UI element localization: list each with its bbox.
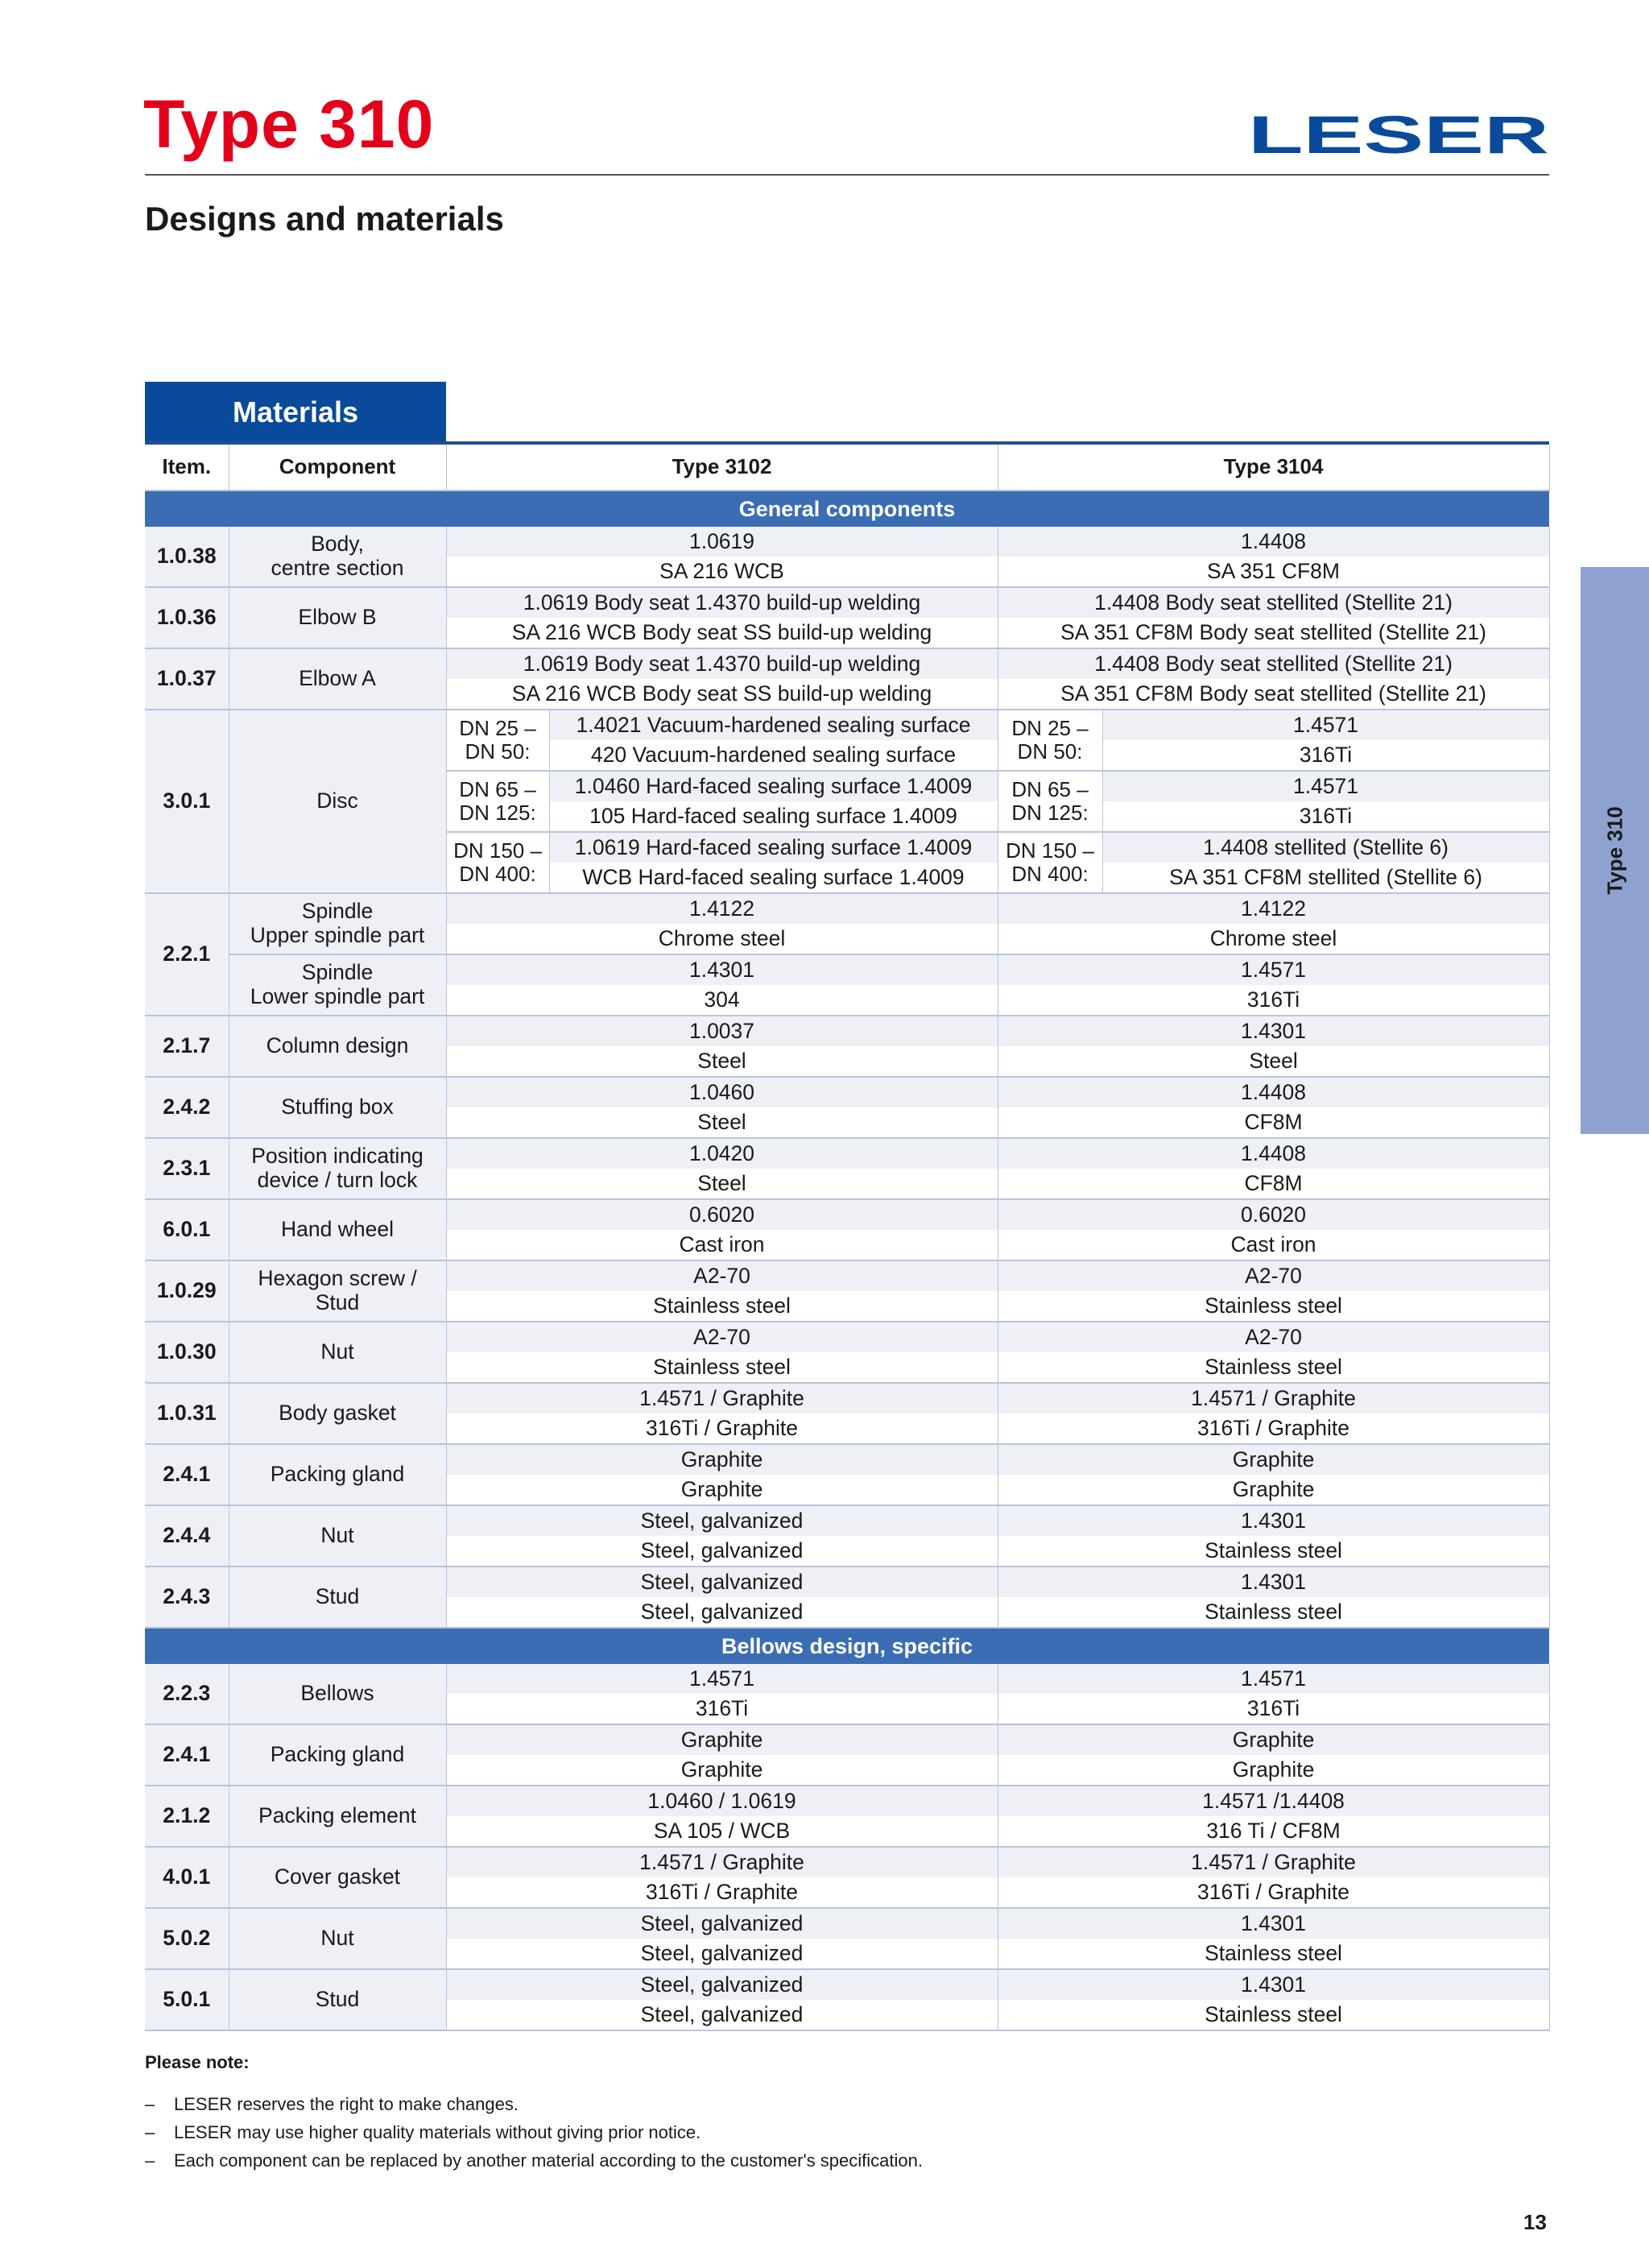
side-tab-label: Type 310 (1602, 806, 1626, 895)
type-3104-material: 1.4571 (998, 1664, 1549, 1694)
type-3104-material: 1.4408 Body seat stellited (Stellite 21) (998, 587, 1549, 618)
type-3102-material: 1.4571 / Graphite (446, 1383, 998, 1413)
column-header-type-3102: Type 3102 (446, 445, 998, 490)
type-3104-material: Graphite (998, 1444, 1549, 1475)
table-row (145, 1199, 1549, 1230)
item-number: 1.0.38 (145, 527, 229, 587)
item-number: 4.0.1 (145, 1847, 229, 1908)
component-name: Disc (229, 710, 446, 893)
type-3102-material: 420 Vacuum-hardened sealing surface (549, 740, 998, 771)
type-3104-material: 0.6020 (998, 1199, 1549, 1230)
type-3102-material: 0.6020 (446, 1199, 998, 1230)
section-bellows-label: Bellows design, specific (145, 1628, 1549, 1664)
type-3104-material: CF8M (998, 1169, 1549, 1199)
note-item: – LESER reserves the right to make changes. (145, 2094, 923, 2115)
type-3104-material: Steel (998, 1046, 1549, 1077)
type-3102-material: 1.0460 (446, 1077, 998, 1107)
type-3104-material: Graphite (998, 1724, 1549, 1755)
component-name: Spindle Lower spindle part (229, 954, 446, 1016)
type-3104-material: CF8M (998, 1107, 1549, 1138)
type-3104-material: 1.4301 (998, 1566, 1549, 1597)
type-3104-material: 1.4571 / Graphite (998, 1847, 1549, 1877)
type-3104-material: 316Ti / Graphite (998, 1413, 1549, 1444)
table-row (145, 954, 1549, 985)
item-number: 3.0.1 (145, 710, 229, 893)
type-3102-material: 1.0619 Body seat 1.4370 build-up welding (446, 587, 998, 618)
component-name: Hexagon screw / Stud (229, 1260, 446, 1322)
side-tab (1581, 567, 1649, 1134)
dn-range: DN 65 – DN 125: (446, 771, 549, 832)
dn-range: DN 150 – DN 400: (998, 832, 1102, 893)
item-number: 1.0.29 (145, 1260, 229, 1322)
type-3104-material: 1.4408 Body seat stellited (Stellite 21) (998, 648, 1549, 679)
type-3102-material: WCB Hard-faced sealing surface 1.4009 (549, 863, 998, 893)
type-3104-material: 1.4301 (998, 1908, 1549, 1939)
component-name: Cover gasket (229, 1847, 446, 1908)
component-name: Body gasket (229, 1383, 446, 1444)
item-number: 1.0.36 (145, 587, 229, 648)
column-header-item: Item. (145, 445, 229, 490)
type-3104-material: 1.4571 (1102, 710, 1549, 740)
section-row (145, 1628, 1549, 1664)
table-row (145, 1566, 1549, 1597)
page-title: Type 310 (143, 86, 435, 162)
type-3102-material: 316Ti / Graphite (446, 1877, 998, 1908)
component-name: Spindle Upper spindle part (229, 893, 446, 954)
component-name: Packing gland (229, 1724, 446, 1786)
column-header-component: Component (229, 445, 446, 490)
type-3104-material: Stainless steel (998, 1939, 1549, 1969)
type-3104-material: Stainless steel (998, 1597, 1549, 1628)
item-number: 2.3.1 (145, 1138, 229, 1199)
component-name: Packing element (229, 1786, 446, 1847)
type-3102-material: SA 105 / WCB (446, 1816, 998, 1847)
type-3102-material: Steel, galvanized (446, 1969, 998, 2000)
page-number: 13 (1523, 2210, 1547, 2234)
type-3104-material: A2-70 (998, 1322, 1549, 1352)
component-name: Nut (229, 1505, 446, 1566)
type-3102-material: Steel, galvanized (446, 1908, 998, 1939)
component-name: Elbow B (229, 587, 446, 648)
dn-range: DN 25 – DN 50: (998, 710, 1102, 771)
component-name: Stuffing box (229, 1077, 446, 1138)
type-3104-material: 1.4571 (998, 954, 1549, 985)
item-number: 2.4.2 (145, 1077, 229, 1138)
table-row (145, 1908, 1549, 1939)
component-name: Stud (229, 1969, 446, 2030)
notes-title: Please note: (145, 2052, 250, 2072)
table-row (145, 1847, 1549, 1877)
table-row (145, 1505, 1549, 1536)
component-name: Position indicating device / turn lock (229, 1138, 446, 1199)
type-3104-material: 1.4571 / Graphite (998, 1383, 1549, 1413)
component-name: Body, centre section (229, 527, 446, 587)
component-name: Elbow A (229, 648, 446, 710)
table-row (145, 648, 1549, 679)
table-row (145, 587, 1549, 618)
type-3104-material: 316Ti (1102, 740, 1549, 771)
component-name: Bellows (229, 1664, 446, 1724)
type-3104-material: 1.4408 stellited (Stellite 6) (1102, 832, 1549, 863)
type-3104-material: Stainless steel (998, 1291, 1549, 1322)
table-header-row (145, 445, 1549, 490)
type-3104-material: 1.4408 (998, 527, 1549, 557)
table-row (145, 1016, 1549, 1046)
item-number: 2.2.1 (145, 893, 229, 1016)
type-3104-material: Stainless steel (998, 1352, 1549, 1383)
notes-list (145, 2094, 923, 2171)
component-name: Stud (229, 1566, 446, 1628)
type-3102-material: Steel (446, 1107, 998, 1138)
type-3104-material: 1.4301 (998, 1969, 1549, 2000)
type-3102-material: 1.4571 (446, 1664, 998, 1694)
type-3102-material: Graphite (446, 1475, 998, 1505)
component-name: Nut (229, 1908, 446, 1969)
type-3104-material: Chrome steel (998, 924, 1549, 954)
type-3102-material: Steel, galvanized (446, 1505, 998, 1536)
type-3102-material: Steel, galvanized (446, 1536, 998, 1566)
type-3102-material: 1.0037 (446, 1016, 998, 1046)
type-3102-material: Cast iron (446, 1230, 998, 1260)
type-3102-material: 1.0460 / 1.0619 (446, 1786, 998, 1816)
type-3104-material: SA 351 CF8M Body seat stellited (Stellite 21) (998, 618, 1549, 648)
type-3102-material: Graphite (446, 1755, 998, 1786)
type-3104-material: Graphite (998, 1755, 1549, 1786)
item-number: 6.0.1 (145, 1199, 229, 1260)
item-number: 2.4.3 (145, 1566, 229, 1628)
type-3102-material: 316Ti (446, 1694, 998, 1724)
item-number: 2.4.1 (145, 1444, 229, 1505)
item-number: 5.0.2 (145, 1908, 229, 1969)
item-number: 2.1.7 (145, 1016, 229, 1077)
type-3104-material: 1.4122 (998, 893, 1549, 924)
type-3102-material: 1.4122 (446, 893, 998, 924)
type-3104-material: 1.4571 /1.4408 (998, 1786, 1549, 1816)
materials-tab: Materials (145, 382, 446, 443)
type-3104-material: 316Ti (998, 1694, 1549, 1724)
page-subtitle: Designs and materials (145, 200, 504, 238)
table-row (145, 1786, 1549, 1816)
type-3102-material: 1.0619 (446, 527, 998, 557)
materials-table (145, 445, 1550, 2031)
type-3104-material: Stainless steel (998, 1536, 1549, 1566)
type-3102-material: Chrome steel (446, 924, 998, 954)
type-3102-material: 1.0619 Body seat 1.4370 build-up welding (446, 648, 998, 679)
type-3104-material: 1.4571 (1102, 771, 1549, 801)
item-number: 2.4.1 (145, 1724, 229, 1786)
table-row (145, 1444, 1549, 1475)
table-row (145, 1724, 1549, 1755)
section-general-label: General components (145, 490, 1549, 527)
type-3104-material: 316 Ti / CF8M (998, 1816, 1549, 1847)
type-3104-material: Stainless steel (998, 2000, 1549, 2030)
table-row (145, 1322, 1549, 1352)
type-3102-material: 304 (446, 985, 998, 1016)
item-number: 2.1.2 (145, 1786, 229, 1847)
type-3102-material: Steel (446, 1169, 998, 1199)
type-3102-material: Stainless steel (446, 1291, 998, 1322)
section-row (145, 490, 1549, 527)
component-name: Nut (229, 1322, 446, 1383)
type-3104-material: 316Ti (1102, 801, 1549, 832)
type-3102-material: 105 Hard-faced sealing surface 1.4009 (549, 801, 998, 832)
type-3102-material: A2-70 (446, 1322, 998, 1352)
type-3102-material: 1.0460 Hard-faced sealing surface 1.4009 (549, 771, 998, 801)
type-3102-material: 1.0619 Hard-faced sealing surface 1.4009 (549, 832, 998, 863)
type-3104-material: 1.4408 (998, 1138, 1549, 1169)
item-number: 1.0.30 (145, 1322, 229, 1383)
item-number: 2.4.4 (145, 1505, 229, 1566)
type-3104-material: 316Ti / Graphite (998, 1877, 1549, 1908)
dn-range: DN 150 – DN 400: (446, 832, 549, 893)
dn-range: DN 25 – DN 50: (446, 710, 549, 771)
type-3104-material: Graphite (998, 1475, 1549, 1505)
type-3102-material: Stainless steel (446, 1352, 998, 1383)
type-3102-material: 1.4021 Vacuum-hardened sealing surface (549, 710, 998, 740)
item-number: 5.0.1 (145, 1969, 229, 2030)
type-3104-material: SA 351 CF8M stellited (Stellite 6) (1102, 863, 1549, 893)
table-row (145, 893, 1549, 924)
materials-table-body (145, 490, 1549, 2030)
dn-range: DN 65 – DN 125: (998, 771, 1102, 832)
type-3104-material: A2-70 (998, 1260, 1549, 1291)
type-3102-material: 1.4571 / Graphite (446, 1847, 998, 1877)
type-3104-material: SA 351 CF8M (998, 557, 1549, 587)
type-3102-material: 316Ti / Graphite (446, 1413, 998, 1444)
table-row (145, 1138, 1549, 1169)
type-3102-material: SA 216 WCB Body seat SS build-up welding (446, 679, 998, 710)
item-number: 1.0.37 (145, 648, 229, 710)
table-row (145, 1969, 1549, 2000)
table-row (145, 527, 1549, 557)
type-3102-material: Steel (446, 1046, 998, 1077)
type-3102-material: Steel, galvanized (446, 1566, 998, 1597)
note-item: – Each component can be replaced by another material according to the customer's specification. (145, 2150, 923, 2171)
component-name: Packing gland (229, 1444, 446, 1505)
header-rule (145, 174, 1549, 176)
type-3102-material: SA 216 WCB Body seat SS build-up welding (446, 618, 998, 648)
item-number: 1.0.31 (145, 1383, 229, 1444)
type-3104-material: Cast iron (998, 1230, 1549, 1260)
type-3104-material: 1.4408 (998, 1077, 1549, 1107)
type-3102-material: Steel, galvanized (446, 1597, 998, 1628)
type-3104-material: 1.4301 (998, 1505, 1549, 1536)
type-3102-material: Graphite (446, 1444, 998, 1475)
type-3102-material: Steel, galvanized (446, 2000, 998, 2030)
table-row (145, 710, 1549, 740)
type-3102-material: 1.0420 (446, 1138, 998, 1169)
leser-logo (1246, 113, 1551, 156)
component-name: Hand wheel (229, 1199, 446, 1260)
column-header-type-3104: Type 3104 (998, 445, 1549, 490)
type-3102-material: SA 216 WCB (446, 557, 998, 587)
type-3104-material: 1.4301 (998, 1016, 1549, 1046)
type-3102-material: Graphite (446, 1724, 998, 1755)
item-number: 2.2.3 (145, 1664, 229, 1724)
logo-text: LESER (1248, 113, 1549, 156)
type-3102-material: Steel, galvanized (446, 1939, 998, 1969)
notes (145, 2052, 923, 2179)
table-row (145, 1383, 1549, 1413)
type-3102-material: 1.4301 (446, 954, 998, 985)
table-row (145, 1077, 1549, 1107)
note-item: – LESER may use higher quality materials without giving prior notice. (145, 2122, 923, 2143)
table-row (145, 1664, 1549, 1694)
component-name: Column design (229, 1016, 446, 1077)
type-3104-material: SA 351 CF8M Body seat stellited (Stellite 21) (998, 679, 1549, 710)
type-3104-material: 316Ti (998, 985, 1549, 1016)
type-3102-material: A2-70 (446, 1260, 998, 1291)
table-row (145, 1260, 1549, 1291)
